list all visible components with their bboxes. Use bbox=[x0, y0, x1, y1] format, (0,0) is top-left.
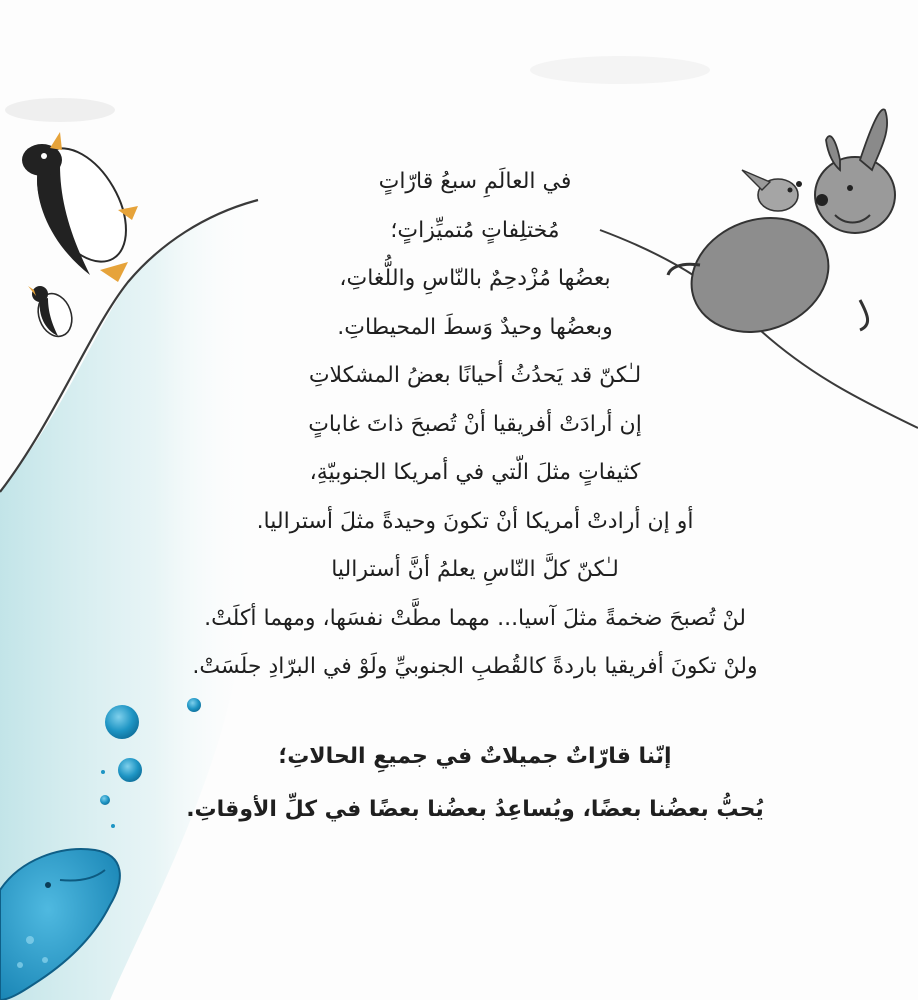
poem-line-2: مُختلِفاتٍ مُتميِّزاتٍ؛ bbox=[390, 217, 560, 243]
poem-line-6: إن أرادَتْ أفريقيا أنْ تُصبحَ ذاتَ غاباتٍ bbox=[308, 411, 642, 437]
poem-line-1: في العالَمِ سبعُ قارّاتٍ bbox=[378, 169, 572, 194]
poem-line-3: بعضُها مُزْدحِمٌ بالنّاسِ واللُّغاتِ، bbox=[339, 266, 611, 291]
coda-text bbox=[80, 730, 870, 836]
poem-text bbox=[80, 158, 870, 692]
poem-line-4: وبعضُها وحيدٌ وَسطَ المحيطاتِ. bbox=[337, 314, 613, 340]
poem-line-5: لـٰكنّ قد يَحدُثُ أحيانًا بعضُ المشكلاتِ bbox=[308, 363, 642, 388]
baby-penguin-icon bbox=[28, 286, 78, 341]
poem-line-8: أو إن أرادتْ أمريكا أنْ تكونَ وحيدةً مثلَ أستراليا. bbox=[256, 508, 694, 534]
coda-line-1: إنّنا قارّاتٌ جميلاتٌ في جميعِ الحالاتِ؛ bbox=[278, 744, 672, 769]
poem-line-7: كثيفاتٍ مثلَ الّتي في أمريكا الجنوبيّةِ، bbox=[309, 460, 641, 485]
poem-line-11: ولنْ تكونَ أفريقيا باردةً كالقُطبِ الجنوبيِّ ولَوْ في البرّادِ جلَسَتْ. bbox=[192, 654, 758, 679]
coda-line-2: يُحبُّ بعضُنا بعضًا، ويُساعِدُ بعضُنا بعضًا في كلِّ الأوقاتِ. bbox=[186, 797, 764, 822]
poem-line-9: لـٰكنّ كلَّ النّاسِ يعلمُ أنَّ أستراليا bbox=[331, 557, 619, 582]
poem-line-10: لنْ تُصبحَ ضخمةً مثلَ آسيا... مهما مطَّتْ نفسَها، ومهما أكلَتْ. bbox=[204, 605, 746, 631]
